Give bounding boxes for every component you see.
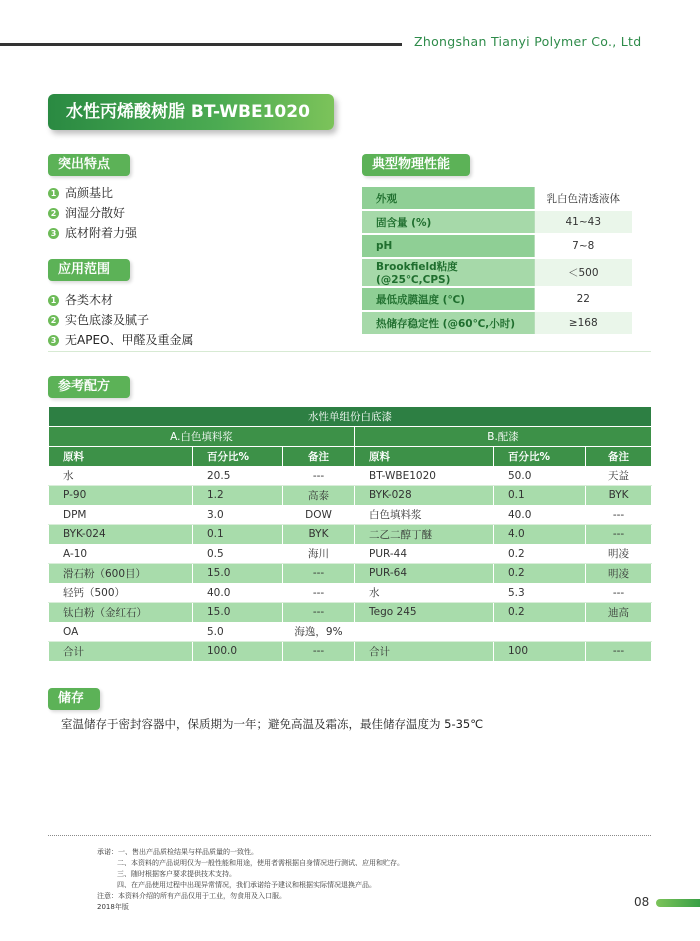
table-row: Brookfield粘度 (@25℃,CPS) ＜500 xyxy=(362,258,632,287)
list-item: 1 高颜基比 xyxy=(48,183,137,203)
column-header: 百分比% xyxy=(193,447,283,467)
column-header: 备注 xyxy=(283,447,355,467)
formula-caption: 水性单组份白底漆 xyxy=(49,407,652,427)
number-badge: 1 xyxy=(48,295,59,306)
page-bar-decoration xyxy=(656,899,700,907)
column-header: 备注 xyxy=(586,447,652,467)
properties-table xyxy=(362,187,632,336)
table-row: 滑石粉（600目） 15.0 --- PUR-64 0.2 明凌 xyxy=(49,564,652,584)
table-row: 外观 乳白色清透液体 xyxy=(362,187,632,210)
table-row: pH 7~8 xyxy=(362,234,632,258)
product-title: 水性丙烯酸树脂 BT-WBE1020 xyxy=(48,94,334,130)
number-badge: 1 xyxy=(48,188,59,199)
storage-text: 室温储存于密封容器中，保质期为一年；避免高温及霜冻，最佳储存温度为 5-35℃ xyxy=(61,717,484,731)
formula-heading: 参考配方 xyxy=(48,376,130,398)
list-item: 2 润湿分散好 xyxy=(48,203,137,223)
column-header: 原料 xyxy=(49,447,193,467)
part-b-title: B.配漆 xyxy=(355,427,652,447)
page-number: 08 xyxy=(634,895,650,909)
features-list xyxy=(48,183,137,243)
part-a-title: A.白色填料浆 xyxy=(49,427,355,447)
column-header: 原料 xyxy=(355,447,494,467)
table-row: 钛白粉（金红石） 15.0 --- Tego 245 0.2 迪高 xyxy=(49,603,652,623)
number-badge: 3 xyxy=(48,335,59,346)
number-badge: 3 xyxy=(48,228,59,239)
table-row: A-10 0.5 海川 PUR-44 0.2 明凌 xyxy=(49,544,652,564)
header-rule xyxy=(0,43,402,46)
formula-table xyxy=(48,406,652,662)
company-name: Zhongshan Tianyi Polymer Co., Ltd xyxy=(414,34,642,49)
table-row: 最低成膜温度 (℃) 22 xyxy=(362,287,632,311)
table-row: BYK-024 0.1 BYK 二乙二醇丁醚 4.0 --- xyxy=(49,525,652,545)
table-row: 轻钙（500） 40.0 --- 水 5.3 --- xyxy=(49,583,652,603)
table-row: 合计 100.0 --- 合计 100 --- xyxy=(49,642,652,662)
applications-list xyxy=(48,290,193,350)
footer-divider xyxy=(48,835,651,836)
table-row: 固含量 (%) 41~43 xyxy=(362,210,632,234)
section-divider xyxy=(48,351,651,352)
number-badge: 2 xyxy=(48,315,59,326)
list-item: 1 各类木材 xyxy=(48,290,193,310)
footer-notes: 承诺：一、售出产品质检结果与样品质量的一致性。 二、本资料的产品说明仅为一般性能和用途，使用者需根据自身情况进行测试、应用和贮存。 三、随时根据客户要求提供技术支持。 四、在产品使用过程中出现异常情况，我们承诺给予建议和根据实际情况退换产品。 注意：本资料介绍的所有产品仅用于工业，勿食用及入口服。 2018年版 xyxy=(97,848,404,911)
features-heading: 突出特点 xyxy=(48,154,130,176)
table-row: DPM 3.0 DOW 白色填料浆 40.0 --- xyxy=(49,505,652,525)
list-item: 3 底材附着力强 xyxy=(48,223,137,243)
column-header: 百分比% xyxy=(494,447,586,467)
applications-heading: 应用范围 xyxy=(48,259,130,281)
properties-heading: 典型物理性能 xyxy=(362,154,470,176)
number-badge: 2 xyxy=(48,208,59,219)
table-row: P-90 1.2 高泰 BYK-028 0.1 BYK xyxy=(49,486,652,506)
table-row: 热储存稳定性 (@60℃,小时) ≥168 xyxy=(362,311,632,335)
storage-heading: 储存 xyxy=(48,688,100,710)
list-item: 2 实色底漆及腻子 xyxy=(48,310,193,330)
list-item: 3 无APEO、甲醛及重金属 xyxy=(48,330,193,350)
table-row: OA 5.0 海逸，9% xyxy=(49,622,652,642)
table-row: 水 20.5 --- BT-WBE1020 50.0 天益 xyxy=(49,466,652,486)
